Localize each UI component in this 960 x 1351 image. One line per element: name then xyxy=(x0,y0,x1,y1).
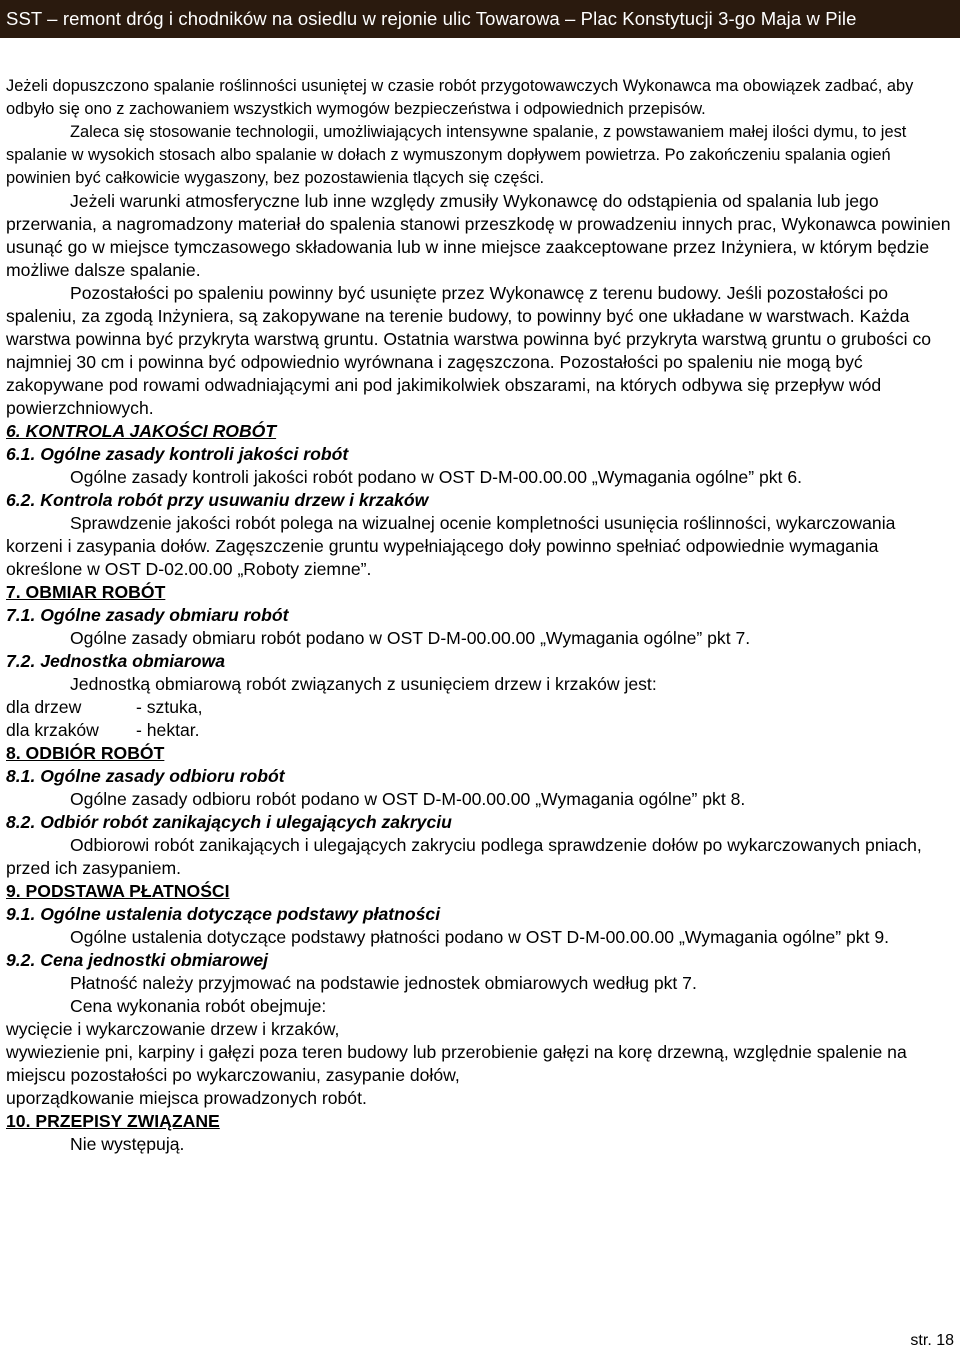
document-header: SST – remont dróg i chodników na osiedlu w rejonie ulic Towarowa – Plac Konstytucji 3-go Maja w Pile xyxy=(0,0,960,38)
section-10-text: Nie występują. xyxy=(70,1134,185,1154)
unit-label-shrubs: dla krzaków xyxy=(6,720,99,740)
section-6-1-text: Ogólne zasady kontroli jakości robót podano w OST D-M-00.00.00 „Wymagania ogólne” pkt 6. xyxy=(70,467,802,487)
price-item-cleanup: uporządkowanie miejsca prowadzonych robót. xyxy=(6,1088,367,1108)
section-7-2-text: Jednostką obmiarową robót związanych z usunięciem drzew i krzaków jest: xyxy=(70,674,657,694)
paragraph-weather-conditions: Jeżeli warunki atmosferyczne lub inne względy zmusiły Wykonawcę do odstąpienia od spalania lub jego przerwania, a nagromadzony materiał do spalenia stanowi przeszkodę w prowadzeniu innych prac, Wykonawca powinien usunąć go w miejsce tymczasowego składowania lub w inne miejsce zaakceptowane przez Inżyniera, w którym będzie możliwe dalsze spalanie. xyxy=(6,191,951,280)
section-9-2-text: Płatność należy przyjmować na podstawie jednostek obmiarowych według pkt 7. xyxy=(70,973,697,993)
section-8-heading: 8. ODBIÓR ROBÓT xyxy=(6,743,165,763)
section-6-heading: 6. KONTROLA JAKOŚCI ROBÓT xyxy=(6,421,277,441)
page-number: str. 18 xyxy=(910,1332,954,1349)
section-6-2-heading: 6.2. Kontrola robót przy usuwaniu drzew i krzaków xyxy=(6,490,429,510)
unit-row-shrubs xyxy=(6,719,952,742)
unit-label-trees: dla drzew xyxy=(6,697,82,717)
price-item-cutting: wycięcie i wykarczowanie drzew i krzaków, xyxy=(6,1019,340,1039)
unit-value-trees: - sztuka, xyxy=(136,697,203,717)
section-8-1-text: Ogólne zasady odbioru robót podano w OST D-M-00.00.00 „Wymagania ogólne” pkt 8. xyxy=(70,789,746,809)
section-9-2-price-intro: Cena wykonania robót obejmuje: xyxy=(70,996,327,1016)
section-8-2-heading: 8.2. Odbiór robót zanikających i ulegających zakryciu xyxy=(6,812,452,832)
section-7-2-heading: 7.2. Jednostka obmiarowa xyxy=(6,651,226,671)
section-7-1-heading: 7.1. Ogólne zasady obmiaru robót xyxy=(6,605,289,625)
section-9-2-heading: 9.2. Cena jednostki obmiarowej xyxy=(6,950,269,970)
section-7-1-text: Ogólne zasady obmiaru robót podano w OST D-M-00.00.00 „Wymagania ogólne” pkt 7. xyxy=(70,628,751,648)
unit-row-trees xyxy=(6,696,952,719)
section-9-1-heading: 9.1. Ogólne ustalenia dotyczące podstawy płatności xyxy=(6,904,441,924)
paragraph-burning-allowed: Jeżeli dopuszczono spalanie roślinności usuniętej w czasie robót przygotowawczych Wykonawca ma obowiązek zadbać, aby odbyło się ono z zachowaniem wszystkich wymogów bezpieczeństwa i odpowiednich przepisów. xyxy=(6,77,914,118)
section-7-heading: 7. OBMIAR ROBÓT xyxy=(6,582,166,602)
paragraph-burning-technology: Zaleca się stosowanie technologii, umożliwiających intensywne spalanie, z powstawaniem małej ilości dymu, to jest spalanie w wysokich stosach albo spalanie w dołach z wymuszonym dopływem powietrza. Po zakończeniu spalania ogień powinien być całkowicie wygaszony, bez pozostawienia tlących się części. xyxy=(6,123,907,187)
section-8-2-text: Odbiorowi robót zanikających i ulegających zakryciu podlega sprawdzenie dołów po wykarczowanych pniach, przed ich zasypaniem. xyxy=(6,835,922,878)
document-body xyxy=(6,75,952,1156)
section-9-1-text: Ogólne ustalenia dotyczące podstawy płatności podano w OST D-M-00.00.00 „Wymagania ogólne” pkt 9. xyxy=(70,927,890,947)
price-item-removal: wywiezienie pni, karpiny i gałęzi poza teren budowy lub przerobienie gałęzi na korę drzewną, względnie spalenie na miejscu pozostałości po wykarczowaniu, zasypanie dołów, xyxy=(6,1042,907,1085)
unit-value-shrubs: - hektar. xyxy=(136,720,200,740)
section-6-1-heading: 6.1. Ogólne zasady kontroli jakości robót xyxy=(6,444,349,464)
section-6-2-text: Sprawdzenie jakości robót polega na wizualnej ocenie kompletności usunięcia roślinności, wykarczowania korzeni i zasypania dołów. Zagęszczenie gruntu wypełniającego doły powinno spełniać odpowiednie wymagania określone w OST D-02.00.00 „Roboty ziemne”. xyxy=(6,513,896,579)
section-8-1-heading: 8.1. Ogólne zasady odbioru robót xyxy=(6,766,285,786)
paragraph-burn-residues: Pozostałości po spaleniu powinny być usunięte przez Wykonawcę z terenu budowy. Jeśli pozostałości po spaleniu, za zgodą Inżyniera, są zakopywane na terenie budowy, to powinny być one układane w warstwach. Każda warstwa powinna być przykryta warstwą gruntu. Ostatnia warstwa powinna być przykryta warstwą gruntu o grubości co najmniej 30 cm i powinna być odpowiednio wyrównana i zagęszczona. Pozostałości po spaleniu nie mogą być zakopywane pod rowami odwadniającymi ani pod jakimikolwiek obszarami, na których odbywa się przepływ wód powierzchniowych. xyxy=(6,283,932,418)
section-10-heading: 10. PRZEPISY ZWIĄZANE xyxy=(6,1111,220,1131)
section-9-heading: 9. PODSTAWA PŁATNOŚCI xyxy=(6,881,230,901)
